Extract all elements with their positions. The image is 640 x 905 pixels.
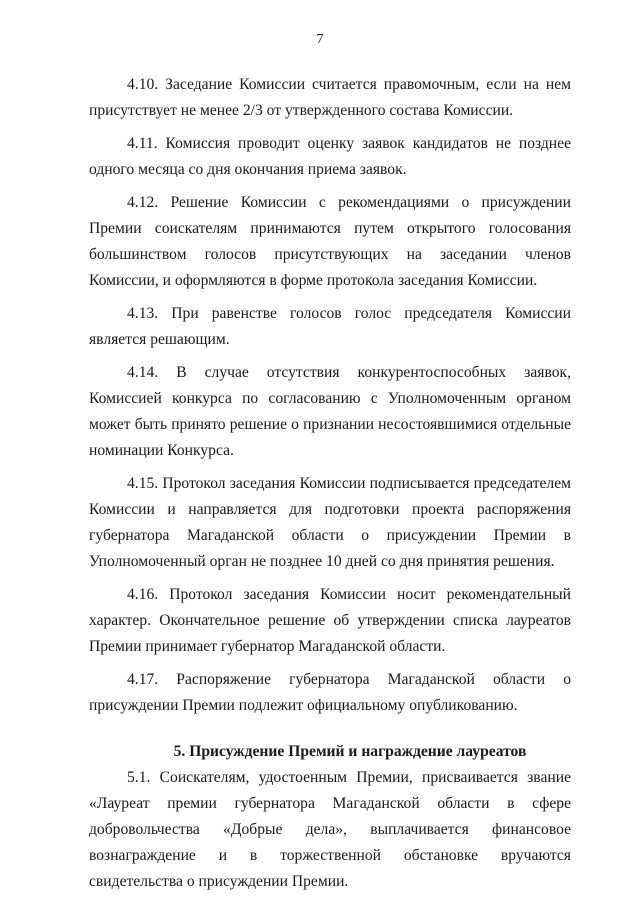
paragraph-4-17: 4.17. Распоряжение губернатора Магаданской области о присуждении Премии подлежит официальному опубликованию. bbox=[89, 671, 571, 714]
section-heading: 5. Присуждение Премий и награждение лауреатов bbox=[173, 743, 527, 760]
paragraph-4-11: 4.11. Комиссия проводит оценку заявок кандидатов не позднее одного месяца со дня окончания приема заявок. bbox=[89, 135, 571, 178]
document-body bbox=[89, 72, 571, 902]
paragraph-5-1: 5.1. Соискателям, удостоенным Премии, присваивается звание «Лауреат премии губернатора Магаданской области в сфере добровольчества «Добрые дела», выплачивается финансовое вознаграждение и в торжественной обстановке вручаются свидетельства о присуждении Премии. bbox=[89, 769, 571, 890]
paragraph-4-10: 4.10. Заседание Комиссии считается правомочным, если на нем присутствует не менее 2/3 от утвержденного состава Комиссии. bbox=[89, 76, 571, 119]
paragraph-4-14: 4.14. В случае отсутствия конкурентоспособных заявок, Комиссией конкурса по согласованию с Уполномоченным органом может быть принято решение о признании несостоявшимися отдельные номинации Конкурса. bbox=[89, 364, 571, 459]
page-number: 7 bbox=[316, 32, 324, 47]
paragraph-4-15: 4.15. Протокол заседания Комиссии подписывается председателем Комиссии и направляется для подготовки проекта распоряжения губернатора Магаданской области о присуждении Премии в Уполномоченный орган не позднее 10 дней со дня принятия решения. bbox=[89, 475, 571, 570]
paragraph-4-13: 4.13. При равенстве голосов голос председателя Комиссии является решающим. bbox=[89, 305, 571, 348]
paragraph-4-16: 4.16. Протокол заседания Комиссии носит рекомендательный характер. Окончательное решение об утверждении списка лауреатов Премии принимает губернатор Магаданской области. bbox=[89, 586, 571, 655]
paragraph-4-12: 4.12. Решение Комиссии с рекомендациями о присуждении Премии соискателям принимаются путем открытого голосования большинством голосов присутствующих на заседании членов Комиссии, и оформляются в форме протокола заседания Комиссии. bbox=[89, 194, 571, 289]
